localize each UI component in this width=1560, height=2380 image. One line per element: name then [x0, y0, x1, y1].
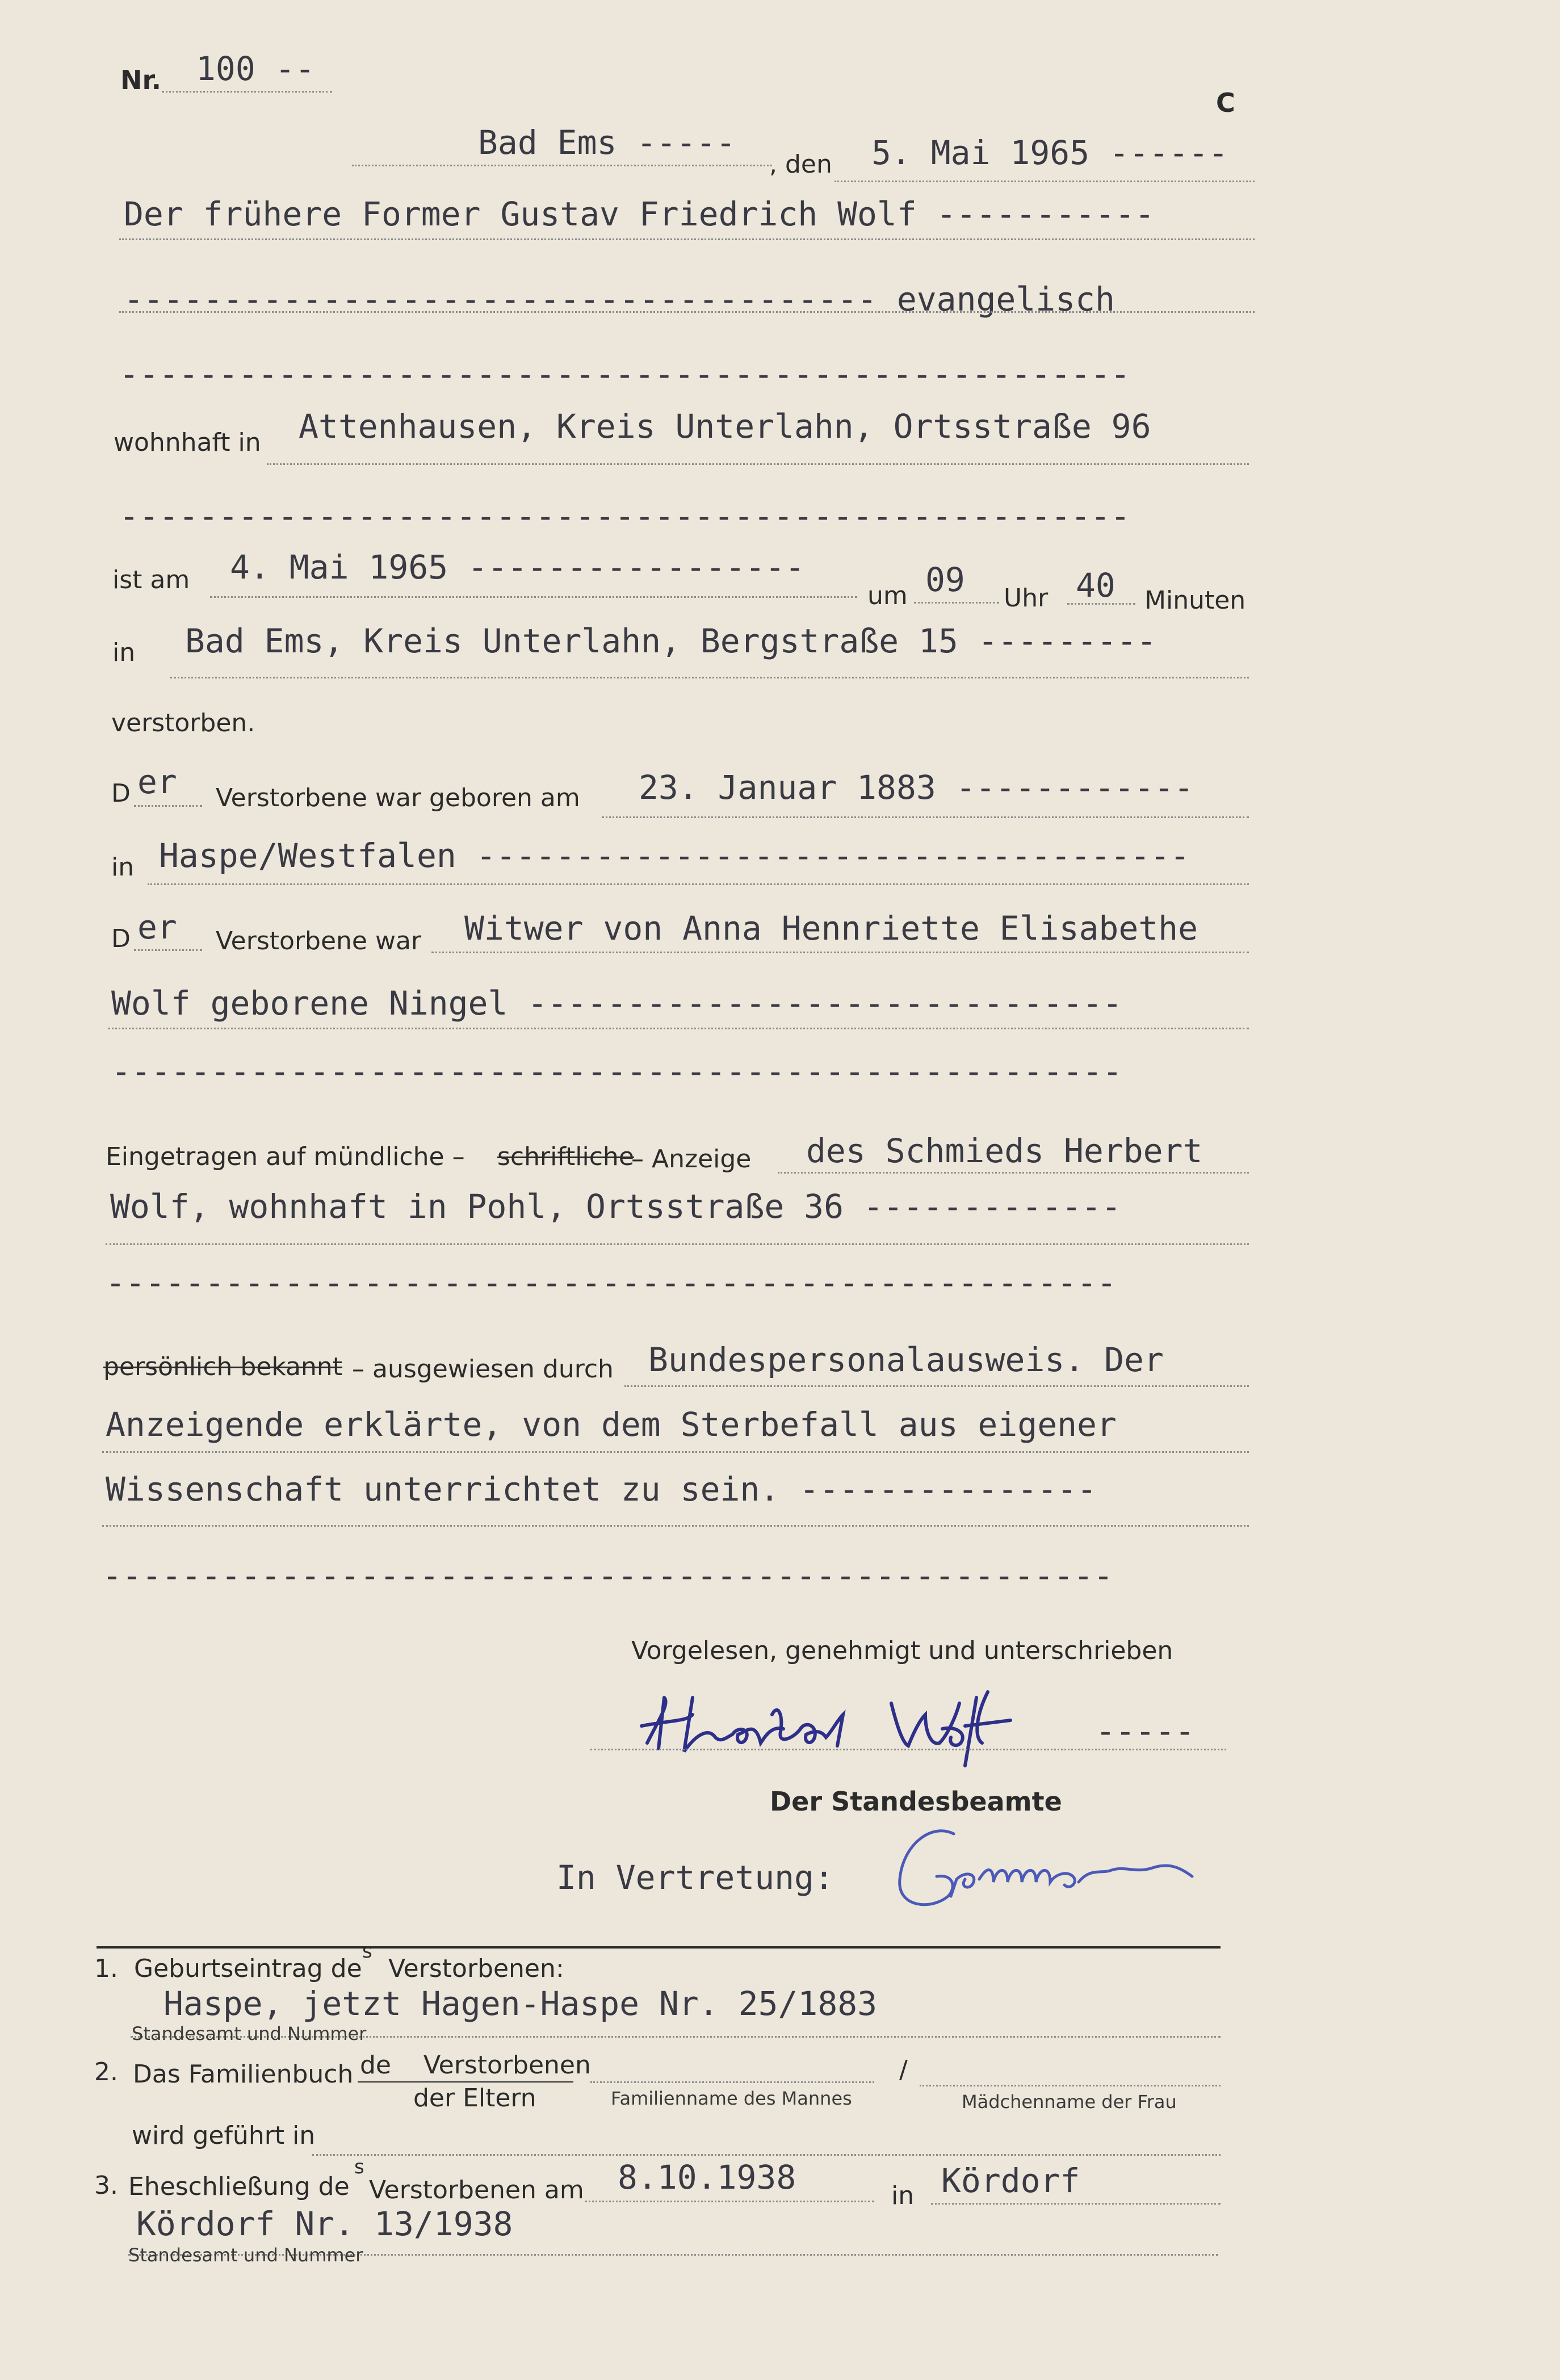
registrar-title: Der Standesbeamte: [770, 1786, 1062, 1817]
note-2-place-rule: [312, 2154, 1221, 2156]
marital-line-1-rule: [431, 952, 1249, 953]
note-2-eltern: der Eltern: [413, 2084, 536, 2113]
marital-line-2: Wolf geborene Ningel ------------------------------: [111, 984, 1122, 1023]
note-2-label: Das Familienbuch: [133, 2060, 354, 2089]
note-3-date-rule: [585, 2201, 874, 2202]
note-2-label-2: wird geführt in: [132, 2121, 316, 2150]
marital-label: Verstorbene war: [216, 927, 422, 956]
marital-d-label: D: [111, 924, 131, 953]
deceased-line-1: Der frühere Former Gustav Friedrich Wolf -----------: [124, 195, 1155, 233]
note-2-value: Verstorbenen: [423, 2051, 591, 2080]
uhr-label: Uhr: [1004, 584, 1049, 613]
note-1-sub: Standesamt und Nummer: [132, 2023, 367, 2044]
note-2-de: de: [360, 2051, 391, 2080]
registration-line-1-rule: [778, 1172, 1249, 1174]
wohnhaft-value: Attenhausen, Kreis Unterlahn, Ortsstraße 96: [299, 407, 1151, 446]
registrar-signature-image: [886, 1811, 1238, 1919]
identification-label: – ausgewiesen durch: [352, 1355, 614, 1384]
note-2-frau-rule: [920, 2085, 1221, 2086]
footer-separator: [97, 1946, 1221, 1949]
registration-line-1: des Schmieds Herbert: [806, 1132, 1203, 1170]
read-approved-label: Vorgelesen, genehmigt und unterschrieben: [631, 1636, 1173, 1665]
note-2-slash: /: [899, 2055, 908, 2084]
note-1-s: s: [362, 1940, 372, 1963]
birth-date: 23. Januar 1883 ------------: [639, 768, 1194, 807]
place-line: [352, 165, 772, 166]
registration-label-b: – Anzeige: [631, 1145, 752, 1174]
death-minute: 40: [1076, 566, 1116, 605]
note-1-label-2: Verstorbenen:: [388, 1954, 564, 1983]
wohnhaft-rule: [267, 463, 1249, 465]
birth-er-rule: [134, 805, 202, 807]
identification-line-3: Wissenschaft unterrichtet zu sein. ---------------: [106, 1470, 1097, 1509]
identification-line-1-rule: [624, 1385, 1249, 1387]
date-line: [834, 181, 1255, 182]
nr-label: Nr.: [120, 65, 162, 95]
wohnhaft-line-2: ---------------------------------------------------: [119, 497, 1130, 535]
marital-er: er: [137, 908, 177, 946]
deceased-line-2: -------------------------------------- evangelisch: [124, 280, 1115, 319]
deceased-line-1-rule: [119, 238, 1255, 240]
place-of-record: Bad Ems -----: [478, 123, 736, 162]
note-3-number: 3.: [94, 2171, 118, 2200]
death-place: Bad Ems, Kreis Unterlahn, Bergstraße 15 ---------: [185, 622, 1157, 660]
identification-line-4: ---------------------------------------------------: [102, 1556, 1113, 1595]
informant-dashes: -----: [1096, 1712, 1195, 1750]
registration-line-3: ---------------------------------------------------: [106, 1263, 1117, 1302]
nr-line: [162, 91, 332, 93]
nr-value: 100 --: [196, 49, 315, 88]
note-1-value: Haspe, jetzt Hagen-Haspe Nr. 25/1883: [163, 1984, 878, 2023]
den-label: , den: [769, 150, 832, 179]
death-hour: 09: [925, 560, 965, 599]
identification-line-2-rule: [102, 1451, 1249, 1453]
representation-label: In Vertretung:: [556, 1858, 834, 1897]
minute-rule: [1067, 603, 1135, 605]
identification-line-3-rule: [102, 1525, 1249, 1527]
registration-line-2-rule: [106, 1243, 1249, 1245]
informant-signature-rule: [590, 1749, 1226, 1750]
birth-place-rule: [148, 883, 1249, 885]
corner-letter: C: [1216, 87, 1235, 118]
informant-signature-image: [624, 1681, 1079, 1777]
birth-er: er: [137, 762, 177, 801]
note-3-in: in: [891, 2181, 915, 2210]
registration-line-2: Wolf, wohnhaft in Pohl, Ortsstraße 36 -------------: [110, 1187, 1121, 1226]
birth-label: Verstorbene war geboren am: [216, 783, 580, 812]
birth-d-label: D: [111, 779, 131, 808]
death-place-rule: [170, 677, 1249, 678]
um-label: um: [867, 581, 908, 610]
note-3-s: s: [354, 2156, 364, 2178]
marital-line-3: ---------------------------------------------------: [111, 1052, 1122, 1091]
note-3-label: Eheschließung de: [128, 2172, 350, 2201]
identification-line-1: Bundespersonalausweis. Der: [648, 1340, 1164, 1379]
death-in-label: in: [112, 638, 136, 667]
marital-line-2-rule: [108, 1028, 1249, 1029]
note-1-number: 1.: [94, 1954, 118, 1983]
deceased-line-3: ---------------------------------------------------: [119, 355, 1130, 393]
identification-line-2: Anzeigende erklärte, von dem Sterbefall aus eigener: [106, 1405, 1117, 1444]
registration-label-struck: schriftliche: [497, 1142, 634, 1171]
note-3-date: 8.10.1938: [618, 2158, 796, 2197]
note-3-label-2: Verstorbenen am: [369, 2176, 584, 2205]
note-3-value: Kördorf Nr. 13/1938: [136, 2205, 513, 2243]
note-3-place: Kördorf: [941, 2161, 1080, 2200]
note-3-sub: Standesamt und Nummer: [128, 2244, 363, 2266]
note-2-mann: Familienname des Mannes: [611, 2088, 852, 2109]
record-date: 5. Mai 1965 ------: [871, 133, 1228, 172]
note-1-label: Geburtseintrag de: [134, 1954, 362, 1983]
marital-er-rule: [134, 949, 202, 951]
marital-line-1: Witwer von Anna Hennriette Elisabethe: [464, 909, 1198, 948]
note-2-number: 2.: [94, 2058, 118, 2086]
ist-am-label: ist am: [112, 565, 190, 594]
registration-label-a: Eingetragen auf mündliche –: [106, 1142, 465, 1171]
birth-date-rule: [602, 816, 1249, 818]
verstorben-label: verstorben.: [111, 709, 255, 738]
note-3-place-rule: [931, 2203, 1221, 2205]
note-2-mann-rule: [590, 2081, 874, 2083]
minuten-label: Minuten: [1144, 586, 1246, 615]
death-date-rule: [210, 596, 857, 598]
deceased-line-2-rule: [119, 311, 1255, 313]
birth-place: Haspe/Westfalen ------------------------------------: [159, 836, 1190, 875]
death-date: 4. Mai 1965 -----------------: [230, 548, 805, 586]
note-2-fraction-line: [358, 2081, 573, 2082]
wohnhaft-label: wohnhaft in: [114, 428, 261, 457]
hour-rule: [914, 602, 999, 604]
identification-label-struck: persönlich bekannt: [103, 1352, 343, 1381]
birth-in-label: in: [111, 853, 135, 882]
note-2-frau: Mädchenname der Frau: [962, 2091, 1177, 2113]
